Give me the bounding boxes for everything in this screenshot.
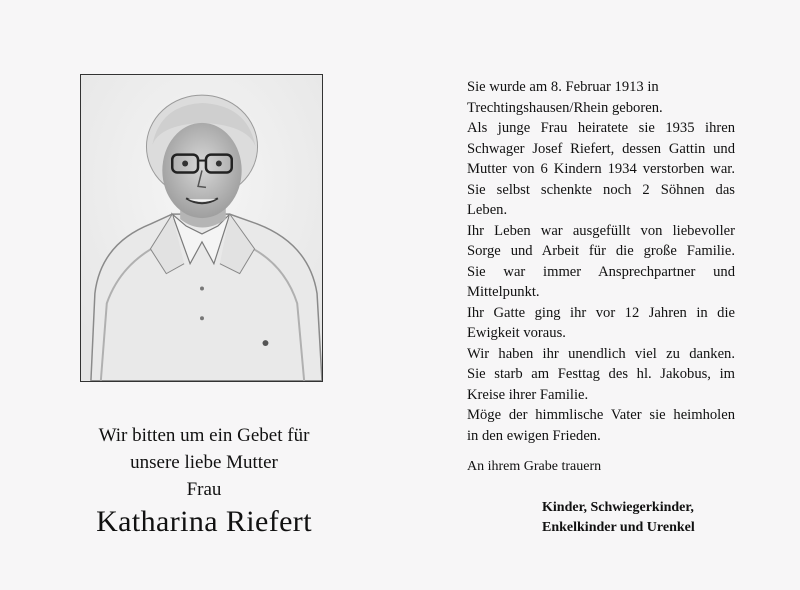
bio-line: Möge der himmlische Vater sie heimholen [467,407,735,423]
bio-line: Wir haben ihr unendlich viel zu danken. [467,345,735,362]
bio-line: in den ewigen Frieden. [467,427,601,444]
family-line-2: Enkelkinder und Urenkel [542,520,695,535]
portrait-photo [80,74,323,382]
bio-line: Ihr Gatte ging ihr vor 12 Jahren in die [467,304,735,321]
bio-line: Mutter von 6 Kindern 1934 verstorben war. [467,161,735,177]
bio-line: Als junge Frau heiratete sie 1935 ihren [467,120,735,136]
bio-line: Sie selbst schenkte noch 2 Söhnen das [467,181,735,198]
bio-line: Sie starb am Festtag des hl. Jakobus, im [467,366,735,382]
bio-line: Ewigkeit voraus. [467,325,566,341]
family-line-1: Kinder, Schwiegerkinder, [542,500,694,515]
mourning-family [542,498,742,538]
bio-line: Trechtingshausen/Rhein geboren. [467,99,663,116]
prayer-request [70,422,338,476]
bio-line: Kreise ihrer Familie. [467,386,589,403]
deceased-name: Katharina Riefert [96,505,312,538]
bio-line: Leben. [467,202,508,218]
mourning-intro: An ihrem Grabe trauern [467,459,602,474]
bio-line: Sie war immer Ansprechpartner und [467,263,735,280]
prayer-line-1: Wir bitten um ein Gebet für [98,425,310,446]
bio-line: Sorge und Arbeit für die große Familie. [467,243,735,259]
biography-text [467,77,735,446]
bio-line: Schwager Josef Riefert, dessen Gattin und [467,140,735,157]
bio-line: Mittelpunkt. [467,284,540,300]
prayer-line-2: unsere liebe Mutter [130,452,278,473]
bio-line: Sie wurde am 8. Februar 1913 in [467,79,659,95]
honorific: Frau [186,479,222,500]
portrait-photo-icon [81,75,322,381]
bio-line: Ihr Leben war ausgefüllt von liebevoller [467,222,735,239]
